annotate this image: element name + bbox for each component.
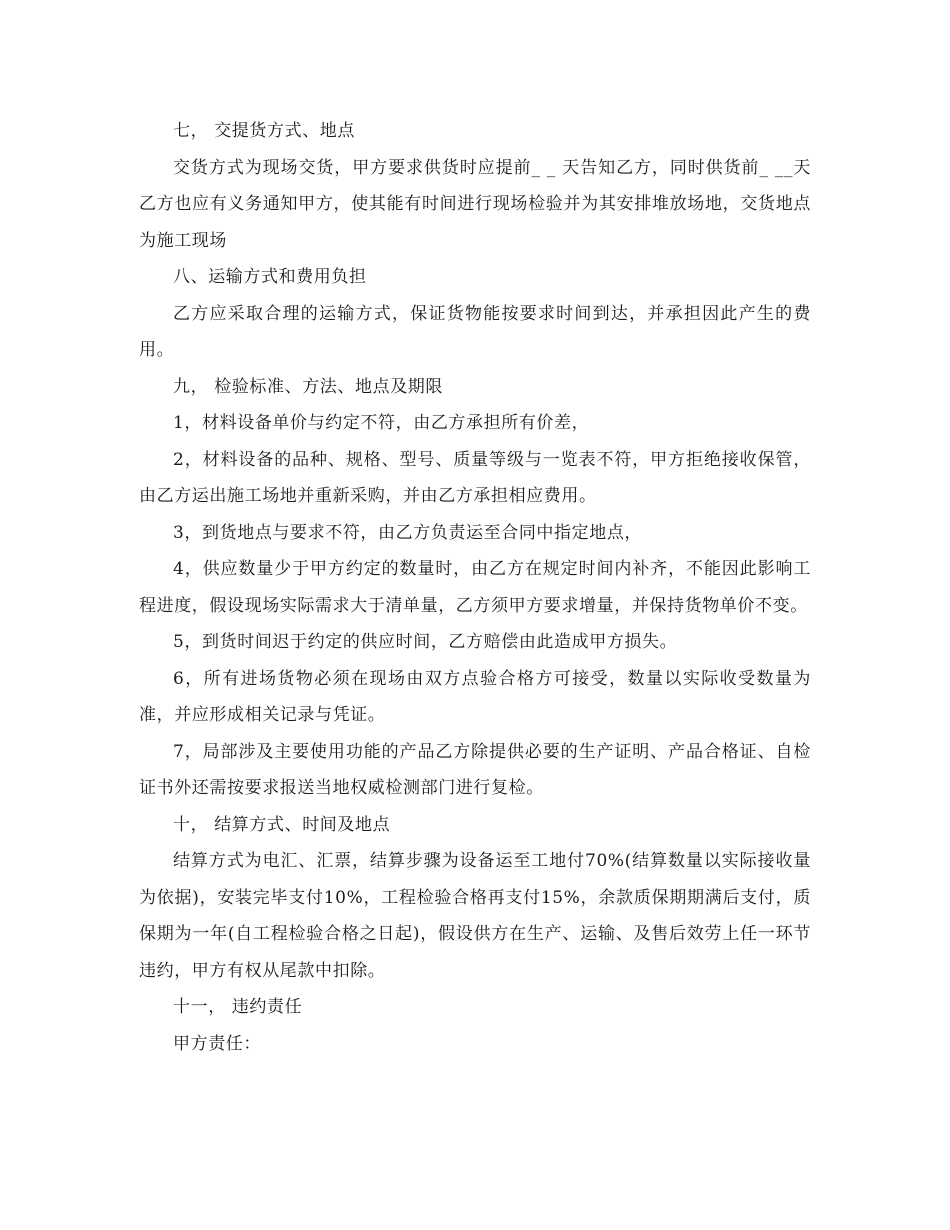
party-a-liability-label: 甲方责任： [173,1033,261,1054]
inspection-item-5: 5，到货时间迟于约定的供应时间，乙方赔偿由此造成甲方损失。 [173,632,678,652]
inspection-item-1: 1，材料设备单价与约定不符，由乙方承担所有价差， [173,413,590,433]
section-heading-settlement: 十， 结算方式、时间及地点 [173,814,391,835]
inspection-item-2: 2，材料设备的品种、规格、型号、质量等级与一览表不符，甲方拒绝接收保管，由乙方运出施工场地并重新采购，并由乙方承担相应费用。 [139,449,811,506]
inspection-item-3: 3，到货地点与要求不符，由乙方负责运至合同中指定地点， [173,522,643,543]
document-body [139,113,811,1062]
section-heading-delivery: 七， 交提货方式、地点 [173,121,356,141]
inspection-item-7: 7，局部涉及主要使用功能的产品乙方除提供必要的生产证明、产品合格证、自检证书外还需按要求报送当地权威检测部门进行复检。 [139,741,811,798]
section-heading-inspection: 九， 检验标准、方法、地点及期限 [173,376,444,397]
section-heading-liability: 十一， 违约责任 [173,997,303,1017]
paragraph-delivery-terms: 交货方式为现场交货，甲方要求供货时应提前_ _ 天告知乙方，同时供货前_ __天乙方也应有义务通知甲方，使其能有时间进行现场检验并为其安排堆放场地，交货地点为施工现场 [139,157,811,251]
inspection-item-6: 6，所有进场货物必须在现场由双方点验合格方可接受，数量以实际收受数量为准，并应形成相关记录与凭证。 [139,668,811,725]
section-heading-transport: 八、运输方式和费用负担 [173,267,367,287]
paragraph-transport-terms: 乙方应采取合理的运输方式，保证货物能按要求时间到达，并承担因此产生的费用。 [139,303,811,360]
paragraph-settlement-terms: 结算方式为电汇、汇票，结算步骤为设备运至工地付70%(结算数量以实际接收量为依据)，安装完毕支付10%，工程检验合格再支付15%，余款质保期期满后支付，质保期为一年(自工程检验合格之日起)，假设供方在生产、运输、及售后效劳上任一环节违约，甲方有权从尾款中扣除。 [139,851,811,981]
inspection-item-4: 4，供应数量少于甲方约定的数量时，由乙方在规定时间内补齐，不能因此影响工程进度，假设现场实际需求大于清单量，乙方须甲方要求增量，并保持货物单价不变。 [139,559,811,616]
